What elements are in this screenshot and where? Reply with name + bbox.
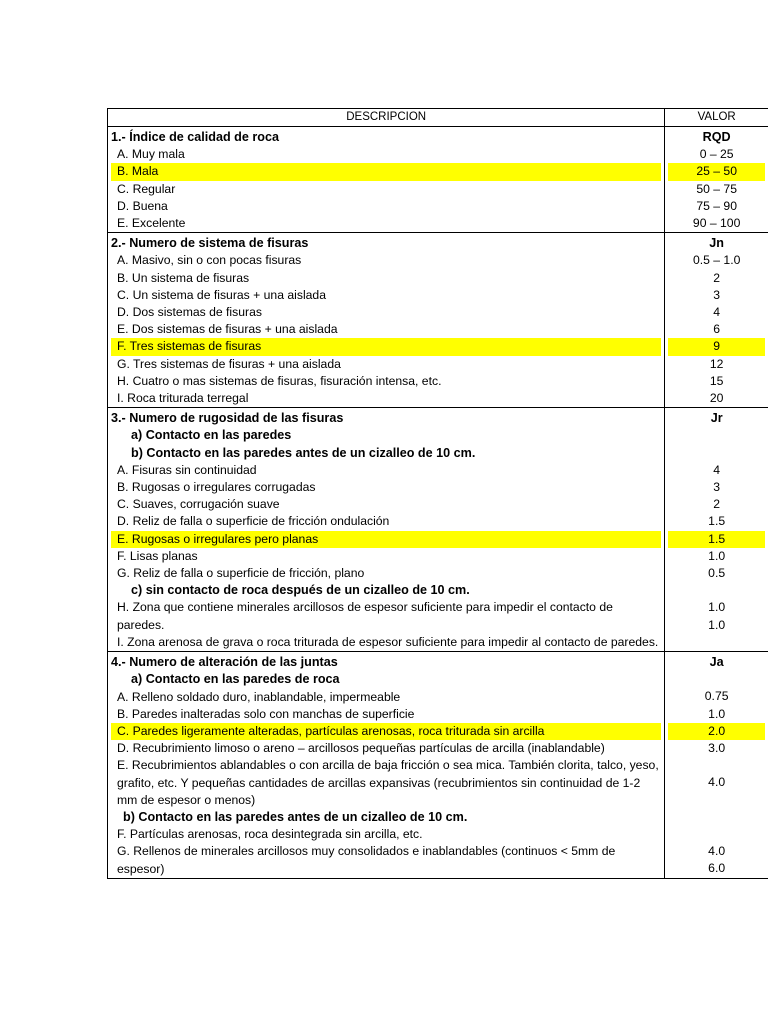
table-row: F. Partículas arenosas, roca desintegrada sin arcilla, etc. (117, 827, 423, 842)
spacer (668, 582, 765, 599)
row-value: 3 (713, 287, 721, 302)
spacer (668, 671, 765, 688)
row-value: 6.0 (708, 861, 726, 876)
row-value: 1.0 (708, 600, 726, 615)
subheading: c) sin contacto de roca después de un cizalleo de 10 cm. (131, 583, 470, 598)
section-symbol: Jn (709, 236, 724, 251)
subheading: a) Contacto en las paredes (131, 428, 292, 443)
subheading: a) Contacto en las paredes de roca (131, 672, 340, 687)
row-value: 0 – 25 (699, 147, 734, 162)
row-value: 1.0 (708, 706, 726, 721)
section-symbol: RQD (702, 130, 731, 144)
table-row: G. Rellenos de minerales arcillosos muy consolidados e inablandables (continuos < 5mm de espesor) (117, 844, 616, 876)
section-title: 1.- Índice de calidad de roca (111, 130, 279, 144)
table-row-highlighted: B. Mala (111, 163, 661, 180)
spacer (668, 445, 765, 462)
row-value-highlighted: 2.0 (668, 723, 765, 740)
row-value: 2 (713, 270, 721, 285)
table-row: E. Dos sistemas de fisuras + una aislada (117, 322, 338, 337)
spacer (668, 427, 765, 444)
row-value: 6 (713, 322, 721, 337)
row-value: 4.0 (708, 775, 726, 790)
table-row: D. Reliz de falla o superficie de fricción ondulación (117, 514, 390, 529)
table-row: D. Dos sistemas de fisuras (117, 305, 262, 320)
row-value: 4 (713, 305, 721, 320)
row-value: 75 – 90 (696, 198, 737, 213)
row-value: 1.0 (708, 548, 726, 563)
section-ja-descriptions (108, 652, 665, 879)
row-value: 2 (713, 497, 721, 512)
section-jn-values (665, 233, 768, 408)
table-row: F. Lisas planas (117, 548, 198, 563)
row-value-highlighted: 25 – 50 (668, 163, 765, 180)
spacer (668, 757, 765, 774)
table-row: E. Excelente (117, 216, 186, 231)
row-value-highlighted: 9 (668, 338, 765, 355)
row-value: 3 (713, 480, 721, 495)
table-row: D. Recubrimiento limoso o areno – arcillosos pequeñas partículas de arcilla (inablandable) (117, 741, 605, 756)
document-page (107, 108, 768, 879)
spacer (668, 809, 765, 826)
row-value: 0.5 – 1.0 (692, 253, 741, 268)
row-value: 12 (709, 356, 724, 371)
header-descripcion: DESCRIPCION (108, 109, 665, 127)
subheading: b) Contacto en las paredes antes de un cizalleo de 10 cm. (131, 445, 476, 460)
row-value: 1.0 (708, 617, 726, 632)
row-value-highlighted: 1.5 (668, 531, 765, 548)
section-jn-descriptions (108, 233, 665, 408)
section-jr (108, 408, 768, 652)
section-rqd-values (665, 127, 768, 233)
table-row: H. Cuatro o mas sistemas de fisuras, fisuración intensa, etc. (117, 373, 442, 388)
section-jn (108, 233, 768, 408)
section-symbol: Ja (709, 655, 724, 670)
spacer (668, 826, 765, 843)
table-row: G. Reliz de falla o superficie de fricción, plano (117, 566, 365, 581)
row-value: 15 (709, 373, 724, 388)
section-jr-values (665, 408, 768, 652)
table-row: B. Rugosas o irregulares corrugadas (117, 480, 316, 495)
table-row: B. Paredes inalteradas solo con manchas de superficie (117, 706, 415, 721)
table-row: I. Roca triturada terregal (117, 391, 249, 406)
table-header-row (108, 109, 768, 127)
row-value: 4.0 (708, 844, 726, 859)
header-valor: VALOR (665, 109, 768, 127)
section-ja (108, 652, 768, 879)
section-ja-values (665, 652, 768, 879)
section-rqd-descriptions (108, 127, 665, 233)
table-row: D. Buena (117, 198, 168, 213)
section-title: 4.- Numero de alteración de las juntas (111, 655, 338, 670)
table-row: A. Masivo, sin o con pocas fisuras (117, 253, 302, 268)
table-row: A. Fisuras sin continuidad (117, 462, 257, 477)
section-symbol: Jr (710, 411, 723, 426)
section-jr-descriptions (108, 408, 665, 652)
table-row: A. Muy mala (117, 147, 185, 162)
row-value: 3.0 (708, 741, 726, 756)
row-value: 0.5 (708, 566, 726, 581)
table-row-highlighted: F. Tres sistemas de fisuras (111, 338, 661, 355)
row-value: 20 (709, 391, 724, 406)
table-row: C. Regular (117, 181, 176, 196)
subheading: b) Contacto en las paredes antes de un cizalleo de 10 cm. (123, 809, 468, 824)
spacer (668, 792, 765, 809)
table-row-highlighted: C. Paredes ligeramente alteradas, partículas arenosas, roca triturada sin arcilla (111, 723, 661, 740)
row-value: 4 (713, 462, 721, 477)
table-row-highlighted: E. Rugosas o irregulares pero planas (111, 531, 661, 548)
table-row: C. Un sistema de fisuras + una aislada (117, 287, 326, 302)
table-row: C. Suaves, corrugación suave (117, 497, 280, 512)
section-rqd (108, 127, 768, 233)
section-title: 2.- Numero de sistema de fisuras (111, 236, 309, 251)
classification-table (107, 108, 768, 879)
row-value: 90 – 100 (692, 216, 741, 231)
row-value: 1.5 (708, 514, 726, 529)
table-row: A. Relleno soldado duro, inablandable, impermeable (117, 689, 401, 704)
table-row: I. Zona arenosa de grava o roca triturada de espesor suficiente para impedir al contacto de paredes. (117, 634, 659, 649)
section-title: 3.- Numero de rugosidad de las fisuras (111, 411, 344, 426)
row-value: 0.75 (704, 689, 729, 704)
table-row: E. Recubrimientos ablandables o con arcilla de baja fricción o sea mica. También clorita, talco, yeso, grafito, etc. Y pequeñas cantidades de arcillas expansivas (recubrimientos sin continuidad de 1-2 mm de espesor o menos) (117, 758, 659, 807)
table-row: H. Zona que contiene minerales arcillosos de espesor suficiente para impedir el contacto de paredes. (117, 600, 613, 632)
row-value: 50 – 75 (696, 181, 737, 196)
table-row: B. Un sistema de fisuras (117, 270, 250, 285)
table-row: G. Tres sistemas de fisuras + una aislada (117, 356, 341, 371)
